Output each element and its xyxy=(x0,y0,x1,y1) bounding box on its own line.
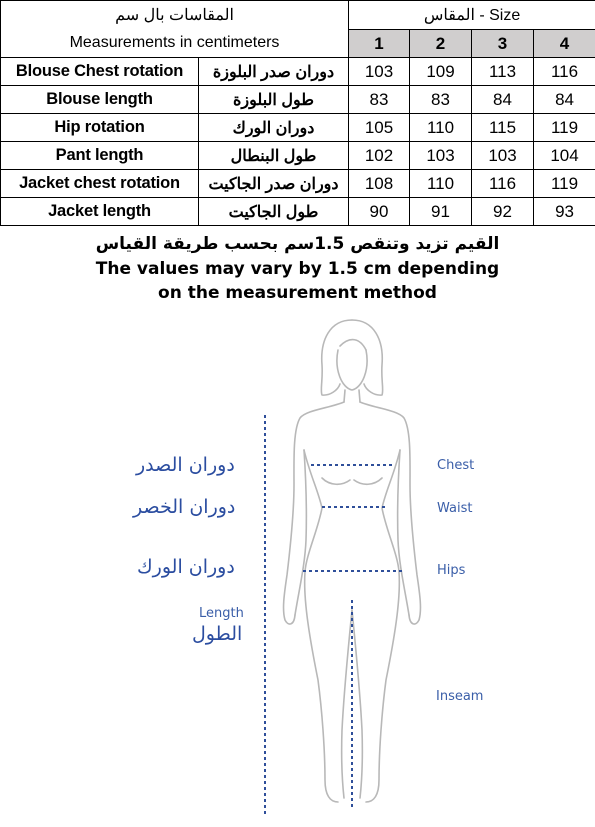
label-hips-en: Hips xyxy=(437,563,465,578)
label-length-ar: الطول xyxy=(192,623,242,645)
cell-value: 93 xyxy=(534,198,595,226)
cell-value: 83 xyxy=(349,86,410,114)
cell-value: 119 xyxy=(534,114,595,142)
header-arabic: المقاسات بال سم xyxy=(1,1,349,30)
table-row xyxy=(1,198,595,226)
row-label-en: Blouse length xyxy=(1,86,199,114)
cell-value: 116 xyxy=(472,170,534,198)
measurement-figure xyxy=(0,310,595,823)
label-waist-ar: دوران الخصر xyxy=(133,496,235,518)
cell-value: 110 xyxy=(410,170,472,198)
cell-value: 115 xyxy=(472,114,534,142)
table-header-row xyxy=(1,1,595,30)
cell-value: 83 xyxy=(410,86,472,114)
row-label-ar: طول البنطال xyxy=(199,142,349,170)
size-3: 3 xyxy=(472,30,534,58)
size-chart-table xyxy=(0,0,595,226)
row-label-en: Pant length xyxy=(1,142,199,170)
note-english-line2: on the measurement method xyxy=(0,283,595,303)
cell-value: 103 xyxy=(410,142,472,170)
cell-value: 113 xyxy=(472,58,534,86)
note-arabic: القيم تزيد وتنقص 1.5سم بحسب طريقة القياس xyxy=(0,234,595,254)
label-chest-ar: دوران الصدر xyxy=(136,454,235,476)
label-chest-en: Chest xyxy=(437,458,474,473)
cell-value: 116 xyxy=(534,58,595,86)
header-english: Measurements in centimeters xyxy=(1,30,349,58)
label-length-en: Length xyxy=(199,606,244,621)
cell-value: 108 xyxy=(349,170,410,198)
cell-value: 102 xyxy=(349,142,410,170)
size-1: 1 xyxy=(349,30,410,58)
cell-value: 103 xyxy=(472,142,534,170)
row-label-ar: دوران الورك xyxy=(199,114,349,142)
table-row xyxy=(1,142,595,170)
cell-value: 105 xyxy=(349,114,410,142)
cell-value: 92 xyxy=(472,198,534,226)
table-row xyxy=(1,170,595,198)
cell-value: 84 xyxy=(534,86,595,114)
row-label-en: Hip rotation xyxy=(1,114,199,142)
body-outline-illustration xyxy=(0,310,595,823)
row-label-ar: دوران صدر البلوزة xyxy=(199,58,349,86)
label-waist-en: Waist xyxy=(437,501,472,516)
cell-value: 104 xyxy=(534,142,595,170)
table-row xyxy=(1,114,595,142)
table-row xyxy=(1,58,595,86)
row-label-ar: طول الجاكيت xyxy=(199,198,349,226)
cell-value: 109 xyxy=(410,58,472,86)
row-label-en: Blouse Chest rotation xyxy=(1,58,199,86)
row-label-ar: دوران صدر الجاكيت xyxy=(199,170,349,198)
label-hips-ar: دوران الورك xyxy=(137,556,235,578)
cell-value: 119 xyxy=(534,170,595,198)
row-label-en: Jacket chest rotation xyxy=(1,170,199,198)
note-english-line1: The values may vary by 1.5 cm depending xyxy=(0,259,595,279)
row-label-en: Jacket length xyxy=(1,198,199,226)
cell-value: 110 xyxy=(410,114,472,142)
table-subheader-row xyxy=(1,30,595,58)
row-label-ar: طول البلوزة xyxy=(199,86,349,114)
label-inseam-en: Inseam xyxy=(436,689,483,704)
size-4: 4 xyxy=(534,30,595,58)
cell-value: 103 xyxy=(349,58,410,86)
table-row xyxy=(1,86,595,114)
cell-value: 84 xyxy=(472,86,534,114)
cell-value: 90 xyxy=(349,198,410,226)
size-2: 2 xyxy=(410,30,472,58)
size-title: المقاس - Size xyxy=(349,1,595,30)
cell-value: 91 xyxy=(410,198,472,226)
